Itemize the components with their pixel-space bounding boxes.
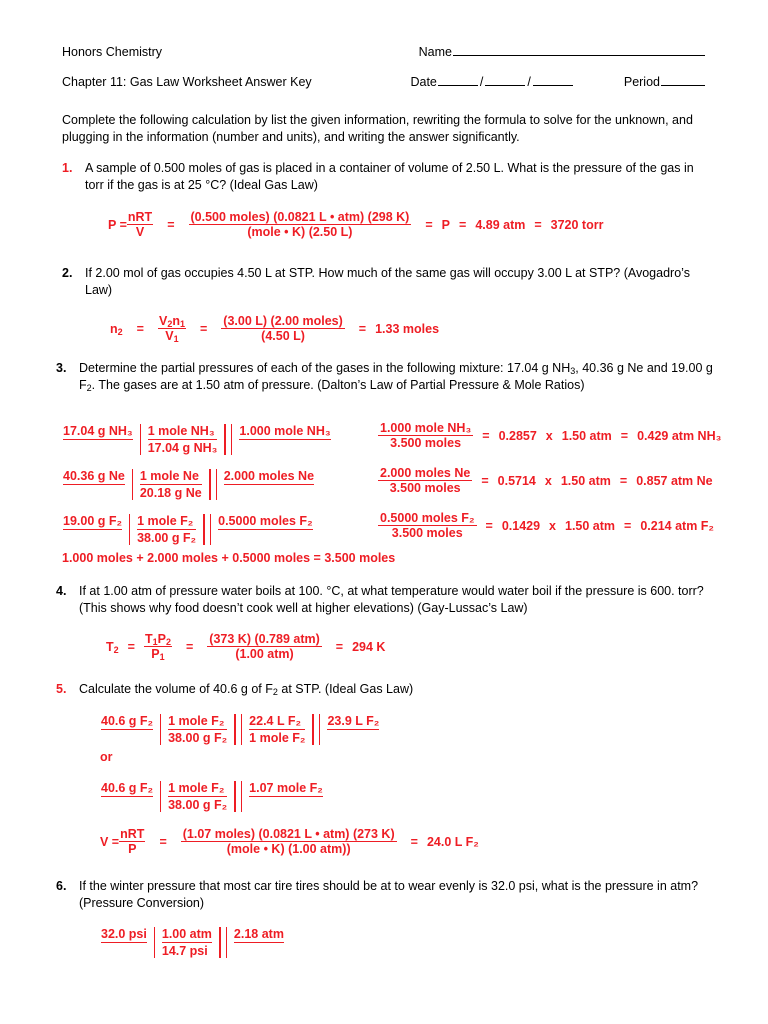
problem-1-equals-4: = xyxy=(534,217,542,232)
mole-fraction-f2 xyxy=(378,511,714,540)
problem-4-lead: $T_2$ xyxy=(106,639,119,655)
problem-2-formula-fraction xyxy=(158,314,186,343)
track-psi-result: 2.18 atm xyxy=(233,927,284,941)
problem-1 xyxy=(62,160,710,239)
date-label: Date xyxy=(410,75,437,90)
problem-5-equals-2: = xyxy=(410,834,418,849)
problem-5-text: Calculate the volume of 40.6 g of $F_2$ at STP. (Ideal Gas Law) xyxy=(79,682,414,697)
date-month-blank[interactable] xyxy=(438,75,478,87)
problem-4-formula-denominator: $P_1$ xyxy=(151,647,165,662)
mole-fraction-f2-result: 0.214 atm F₂ xyxy=(640,518,714,533)
problem-4-equation xyxy=(106,632,716,661)
problem-6-track xyxy=(100,925,291,958)
problem-2-result: 1.33 moles xyxy=(375,321,440,336)
problem-5-equation xyxy=(100,827,479,856)
problem-1-equals-3: = xyxy=(459,217,467,232)
track-ne-conversion: 1 mole Ne 20.18 g Ne xyxy=(133,469,210,500)
problem-1-sub-denominator: (mole • K) (2.50 L) xyxy=(247,225,353,239)
track-f2-moles-given: 40.6 g F₂ xyxy=(100,781,161,812)
problem-5-formula-numerator: nRT xyxy=(120,827,145,841)
problem-3-track-row-3 xyxy=(62,512,320,545)
header-row-chapter xyxy=(62,75,706,90)
period-label: Period xyxy=(623,75,660,90)
problem-4-equals-0: = xyxy=(127,639,135,654)
name-label: Name xyxy=(418,44,452,59)
document-header xyxy=(62,44,706,105)
mole-fraction-nh3 xyxy=(378,421,721,450)
mole-fraction-ne-ratio: $\frac{\text{2.000 moles Ne}}{\text{3.500 moles}}$ xyxy=(380,466,471,495)
problem-3-number: 3. xyxy=(56,361,67,375)
problem-3-track-row-1 xyxy=(62,422,338,455)
problem-2-equals-0: = xyxy=(136,321,144,336)
problem-3-text: Determine the partial pressures of each of the gases in the following mixture: 17.04 g $NH_3$, 40.36 g Ne and 19.00 g $F_2$. The gases are at 1.50 atm of pressure. (Dalton’s Law of Partial Pressure & Mole Ratios) xyxy=(79,361,713,393)
problem-4-substitution-fraction xyxy=(207,632,321,661)
problem-1-sub-numerator: (0.500 moles) (0.0821 L • atm) (298 K) xyxy=(190,210,410,224)
problem-5-sub-numerator: (1.07 moles) (0.0821 L • atm) (273 K) xyxy=(182,827,395,841)
track-f2-result: 0.5000 moles F₂ xyxy=(218,514,313,528)
track-psi-conversion: 1.00 atm 14.7 psi xyxy=(155,927,220,958)
problem-5-formula-denominator: P xyxy=(128,842,137,856)
mole-fraction-nh3-pressure: 1.50 atm xyxy=(561,428,612,443)
date-slash-2: / xyxy=(527,75,531,90)
problem-1-question xyxy=(62,160,710,193)
mole-sum-line: 1.000 moles + 2.000 moles + 0.5000 moles = 3.500 moles xyxy=(62,551,396,565)
problem-2-equals-1: = xyxy=(199,321,208,336)
track-nh3-given: 17.04 g NH₃ xyxy=(62,424,141,455)
problem-1-variable: P xyxy=(441,217,450,232)
track-ne-result: 2.000 moles Ne xyxy=(223,469,315,483)
problem-5-formula-fraction xyxy=(119,827,145,856)
problem-5-lead: V = xyxy=(100,834,120,849)
course-title: Honors Chemistry xyxy=(62,44,163,59)
track-f2-moles-divider xyxy=(235,781,242,812)
mole-fraction-ne-value: 0.5714 xyxy=(497,473,536,488)
problem-4-answer xyxy=(106,632,716,661)
name-field-group xyxy=(419,44,706,59)
problem-2-formula-denominator: $V_1$ xyxy=(165,329,179,344)
track-ne-given: 40.36 g Ne xyxy=(62,469,133,500)
problem-2-formula-numerator: $V_2n_1$ xyxy=(158,314,185,329)
problem-1-result-atm: 4.89 atm xyxy=(475,217,526,232)
mole-fraction-f2-pressure: 1.50 atm xyxy=(565,518,616,533)
problem-4-text: If at 1.00 atm of pressure water boils at 100. °C, at what temperature would water boil if the pressure is 600. torr? (This shows why food doesn’t cook well at higher elevations) (Gay-Lussac’s Law) xyxy=(79,584,704,615)
problem-3 xyxy=(56,360,716,393)
track-nh3-conversion: 1 mole NH₃ 17.04 g NH₃ xyxy=(141,424,226,455)
problem-5-sub-denominator: (mole • K) (1.00 atm)) xyxy=(226,842,351,856)
problem-1-text: A sample of 0.500 moles of gas is placed in a container of volume of 2.50 L. What is the pressure of the gas in torr if the gas is at 25 °C? (Ideal Gas Law) xyxy=(85,161,694,192)
track-f2-volume-divider-1 xyxy=(235,714,242,745)
problem-1-formula-fraction xyxy=(127,210,153,239)
problem-6-text: If the winter pressure that most car tire tires should be at to wear evenly is 32.0 psi, what is the pressure in atm? (Pressure Conversion) xyxy=(79,879,699,910)
problem-3-track-row-2 xyxy=(62,467,321,500)
problem-2-substitution-fraction xyxy=(221,314,345,343)
track-f2-moles-result: 1.07 mole F₂ xyxy=(249,781,323,795)
track-psi-divider xyxy=(220,927,227,958)
track-nh3-result: 1.000 mole NH₃ xyxy=(239,424,331,438)
problem-6-question xyxy=(56,878,716,911)
problem-2-text: If 2.00 mol of gas occupies 4.50 L at STP. How much of the same gas will occupy 3.00 L at STP? (Avogadro’s Law) xyxy=(85,266,690,297)
problem-2-sub-denominator: (4.50 L) xyxy=(261,329,305,343)
problem-4-formula-numerator: $T_1P_2$ xyxy=(144,632,171,647)
mole-fraction-ne xyxy=(378,466,713,495)
problem-4-question xyxy=(56,583,716,616)
problem-1-answer xyxy=(108,210,710,239)
track-ne-divider xyxy=(210,469,217,500)
header-row-course xyxy=(62,44,706,59)
track-f2-conversion: 1 mole F₂ 38.00 g F₂ xyxy=(130,514,204,545)
mole-fraction-f2-equals: = xyxy=(485,518,493,533)
track-ne xyxy=(62,469,321,500)
problem-5-answer xyxy=(100,827,479,856)
mole-fraction-f2-times: x xyxy=(549,518,556,533)
problem-5-or-label: or xyxy=(100,750,113,764)
track-nh3-divider xyxy=(225,424,232,455)
problem-4-equals-2: = xyxy=(335,639,344,654)
date-slash-1: / xyxy=(479,75,484,90)
problem-4-formula-fraction xyxy=(144,632,172,661)
problem-2-answer xyxy=(110,314,710,343)
problem-5-number: 5. xyxy=(56,682,67,696)
track-f2-volume-molar-mass: 1 mole F₂ 38.00 g F₂ xyxy=(161,714,235,745)
problem-4-equals-1: = xyxy=(185,639,194,654)
problem-5-substitution-fraction xyxy=(181,827,397,856)
mole-fraction-nh3-value: 0.2857 xyxy=(498,428,537,443)
date-period-group xyxy=(410,75,706,90)
track-psi-to-atm xyxy=(100,927,291,958)
problem-2-question xyxy=(62,265,710,298)
mole-fraction-ne-equals-2: = xyxy=(619,473,628,488)
problem-5-track-a xyxy=(100,712,386,745)
problem-1-substitution-fraction xyxy=(189,210,412,239)
mole-fraction-ne-equals: = xyxy=(481,473,489,488)
track-f2-given: 19.00 g F₂ xyxy=(62,514,130,545)
problem-1-formula-numerator: nRT xyxy=(127,210,153,224)
problem-1-equals-1: = xyxy=(167,217,175,232)
problem-2-number: 2. xyxy=(62,266,73,280)
problem-4-sub-denominator: (1.00 atm) xyxy=(235,647,294,661)
problem-2-lead: $n_2$ xyxy=(110,321,123,337)
problem-6-number: 6. xyxy=(56,879,67,893)
track-f2-moles-molar-mass: 1 mole F₂ 38.00 g F₂ xyxy=(161,781,235,812)
problem-5-equals-1: = xyxy=(159,834,167,849)
track-f2-volume-divider-2 xyxy=(313,714,320,745)
problem-5-result: 24.0 L F₂ xyxy=(426,834,479,849)
track-psi-given: 32.0 psi xyxy=(100,927,155,958)
track-f2-volume-given: 40.6 g F₂ xyxy=(100,714,161,745)
problem-2-equals-2: = xyxy=(358,321,367,336)
instructions-paragraph: Complete the following calculation by list the given information, rewriting the formula to solve for the unknown, and plugging in the information (number and units), and writing the answer significantly. xyxy=(62,113,693,144)
mole-fraction-f2-value: 0.1429 xyxy=(501,518,541,533)
mole-fraction-f2-equals-2: = xyxy=(624,518,632,533)
track-f2 xyxy=(62,514,320,545)
track-f2-volume xyxy=(100,714,386,745)
mole-fraction-ne-result: 0.857 atm Ne xyxy=(636,473,713,488)
problem-2 xyxy=(62,265,710,343)
track-f2-volume-molar-volume: 22.4 L F₂ 1 mole F₂ xyxy=(242,714,313,745)
period-blank[interactable] xyxy=(661,75,705,87)
track-f2-volume-result: 23.9 L F₂ xyxy=(327,714,380,728)
problem-1-formula-denominator: V xyxy=(135,225,145,239)
mole-fraction-f2-ratio: $\frac{\text{0.5000 moles F₂}}{\text{3.500 moles}}$ xyxy=(380,511,475,540)
mole-fraction-nh3-ratio: $\frac{\text{1.000 mole NH₃}}{\text{3.500 moles}}$ xyxy=(380,421,472,450)
name-blank[interactable] xyxy=(453,44,705,56)
track-nh3 xyxy=(62,424,338,455)
problem-2-sub-numerator: (3.00 L) (2.00 moles) xyxy=(223,314,343,328)
mole-fraction-ne-pressure: 1.50 atm xyxy=(560,473,611,488)
problem-2-equation xyxy=(110,314,710,343)
problem-6 xyxy=(56,878,716,911)
problem-1-equation xyxy=(108,210,710,239)
problem-1-number: 1. xyxy=(62,161,73,175)
problem-1-result-torr: 3720 torr xyxy=(550,217,604,232)
problem-5-question xyxy=(56,681,716,698)
problem-4-sub-numerator: (373 K) (0.789 atm) xyxy=(209,632,320,646)
problem-5-track-b xyxy=(100,779,330,812)
problem-3-question xyxy=(56,360,716,393)
mole-fraction-nh3-result: 0.429 atm NH₃ xyxy=(637,428,722,443)
problem-4-result: 294 K xyxy=(352,639,386,654)
mole-fraction-ne-times: x xyxy=(544,473,552,488)
mole-fraction-nh3-equals-2: = xyxy=(620,428,629,443)
date-year-blank[interactable] xyxy=(533,75,573,87)
track-f2-moles xyxy=(100,781,330,812)
mole-fraction-nh3-times: x xyxy=(545,428,553,443)
problem-4 xyxy=(56,583,716,661)
problem-1-equals-2: = xyxy=(425,217,433,232)
track-f2-divider xyxy=(204,514,211,545)
problem-1-lead: P = xyxy=(108,217,127,232)
date-day-blank[interactable] xyxy=(485,75,525,87)
problem-5 xyxy=(56,681,716,698)
problem-4-number: 4. xyxy=(56,584,67,598)
mole-fraction-nh3-equals: = xyxy=(482,428,490,443)
chapter-title: Chapter 11: Gas Law Worksheet Answer Key xyxy=(62,75,312,90)
